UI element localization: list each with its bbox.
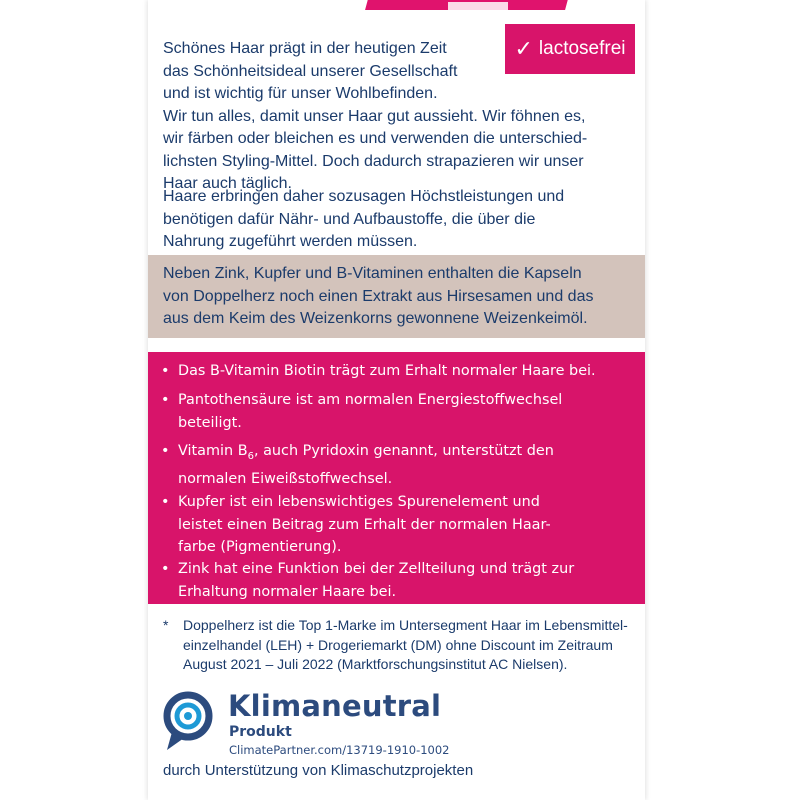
top-packaging-strip bbox=[148, 0, 645, 14]
text-line: und ist wichtig für unser Wohlbefinden. bbox=[163, 85, 438, 102]
top-white-shape bbox=[448, 2, 508, 10]
text-line: beteiligt. bbox=[178, 414, 242, 431]
bullet-icon: • bbox=[161, 363, 170, 379]
text-line: farbe (Pigmentierung). bbox=[178, 539, 342, 555]
text-line: einzelhandel (LEH) + Drogeriemarkt (DM) ohne Discount im Zeitraum bbox=[183, 636, 613, 653]
text-line: Wir tun alles, damit unser Haar gut aussieht. Wir föhnen es, bbox=[163, 107, 586, 125]
claim-item bbox=[161, 558, 633, 603]
claim-item bbox=[161, 360, 633, 383]
klimaneutral-subtitle: Produkt bbox=[229, 724, 292, 740]
text-line: benötigen dafür Nähr- und Aufbaustoffe, die über die bbox=[163, 210, 536, 228]
claim-item bbox=[161, 440, 633, 491]
climatepartner-url: ClimatePartner.com/13719-1910-1002 bbox=[229, 743, 450, 757]
text-line: leistet einen Beitrag zum Erhalt der normalen Haar- bbox=[178, 516, 551, 533]
footnote bbox=[163, 616, 633, 675]
text-line: Doppelherz ist die Top 1-Marke im Untersegment Haar im Lebensmittel- bbox=[183, 617, 628, 633]
climatepartner-logo-icon bbox=[160, 688, 216, 752]
bullet-icon: • bbox=[161, 494, 170, 510]
text-line: wir färben oder bleichen es und verwenden die unterschied- bbox=[163, 130, 588, 147]
bullet-icon: • bbox=[161, 561, 170, 577]
klimaneutral-title: Klimaneutral bbox=[228, 689, 442, 723]
claim-item bbox=[161, 491, 633, 559]
text-line: August 2021 – Juli 2022 (Marktforschungsinstitut AC Nielsen). bbox=[183, 656, 568, 672]
text-line: Nahrung zugeführt werden müssen. bbox=[163, 233, 418, 250]
text-line: Neben Zink, Kupfer und B-Vitaminen enthalten die Kapseln bbox=[163, 265, 582, 282]
lactose-free-label: lactosefrei bbox=[538, 38, 626, 59]
text-line: Erhaltung normaler Haare bei. bbox=[178, 583, 397, 600]
claim-item bbox=[161, 389, 633, 434]
check-icon: ✓ bbox=[514, 36, 533, 61]
text-line: Kupfer ist ein lebenswichtiges Spurenelement und bbox=[178, 494, 540, 510]
text-line: das Schönheitsideal unserer Gesellschaft bbox=[163, 62, 458, 80]
text-line: Vitamin $B_6$, auch Pyridoxin genannt, unterstützt den bbox=[178, 443, 554, 462]
text-line: Haar auch täglich. bbox=[163, 175, 292, 192]
text-line: Zink hat eine Funktion bei der Zellteilung und trägt zur bbox=[178, 561, 575, 577]
text-line: normalen Eiweißstoffwechsel. bbox=[178, 471, 393, 488]
text-line: Schönes Haar prägt in der heutigen Zeit bbox=[163, 40, 447, 57]
text-line: Das B-Vitamin Biotin trägt zum Erhalt normaler Haare bei. bbox=[178, 363, 596, 379]
ingredients-box bbox=[148, 255, 645, 338]
climate-support-text: durch Unterstützung von Klimaschutzprojekten bbox=[163, 762, 474, 779]
text-line: lichsten Styling-Mittel. Doch dadurch strapazieren wir unser bbox=[163, 152, 584, 170]
intro-paragraph-2 bbox=[163, 186, 643, 254]
bullet-icon: • bbox=[161, 392, 170, 408]
bullet-icon: • bbox=[161, 443, 170, 459]
text-line: Pantothensäure ist am normalen Energiestoffwechsel bbox=[178, 392, 563, 408]
health-claims-box bbox=[148, 352, 645, 604]
text-line: Haare erbringen daher sozusagen Höchstleistungen und bbox=[163, 188, 565, 205]
intro-paragraph-1 bbox=[163, 38, 643, 196]
asterisk: * bbox=[163, 617, 169, 633]
text-line: von Doppelherz noch einen Extrakt aus Hirsesamen und das bbox=[163, 287, 594, 305]
text-line: aus dem Keim des Weizenkorns gewonnene Weizenkeimöl. bbox=[163, 310, 588, 327]
